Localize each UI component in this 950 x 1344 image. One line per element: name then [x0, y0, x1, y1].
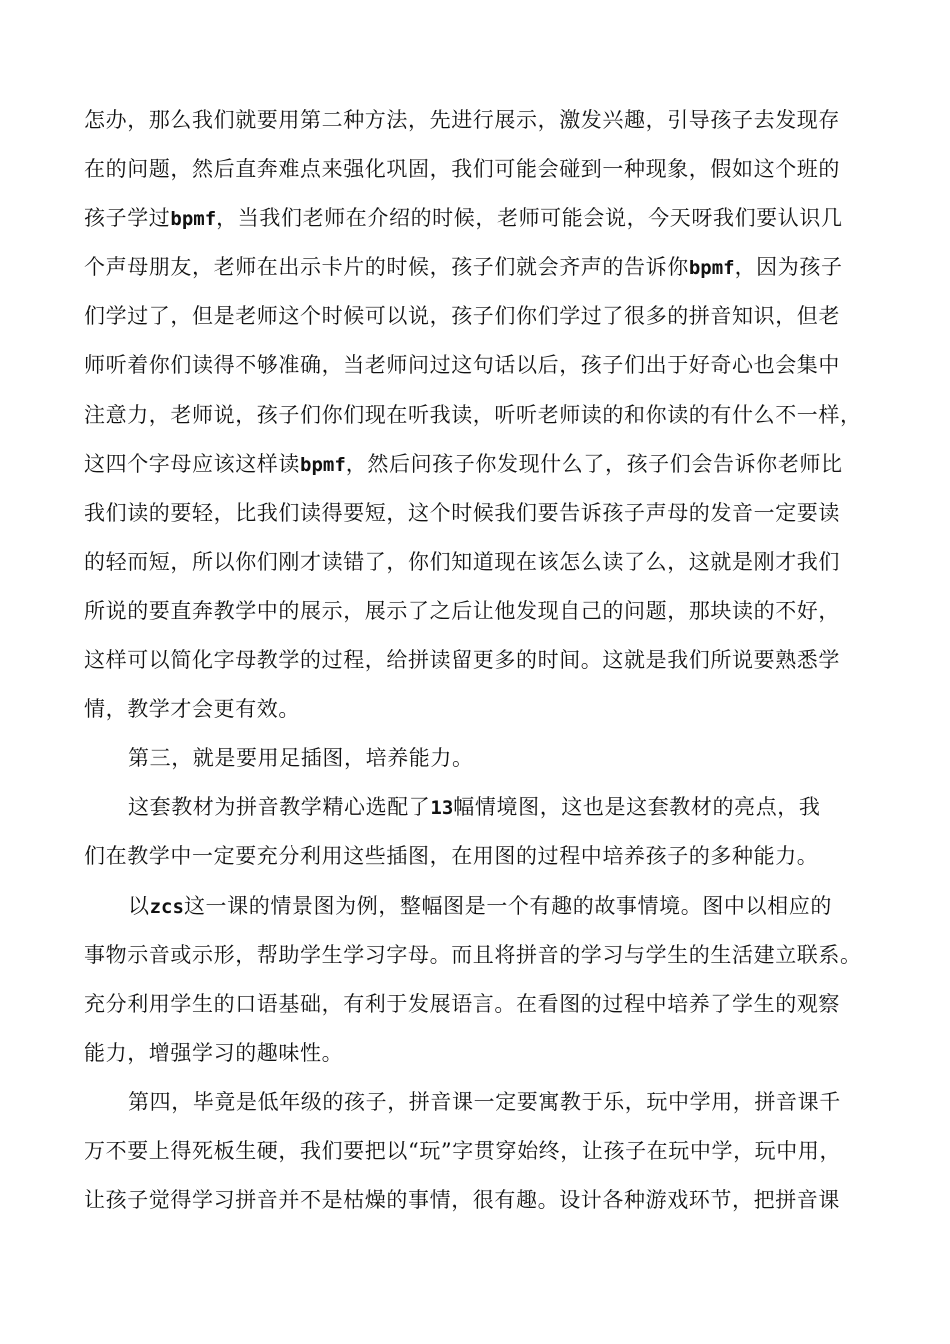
text-line: 们在教学中一定要充分利用这些插图，在用图的过程中培养孩子的多种能力。 — [84, 844, 819, 869]
text-line: 能力，增强学习的趣味性。 — [84, 1040, 344, 1065]
text-line: 万不要上得死板生硬，我们要把以“玩”字贯穿始终，让孩子在玩中学，玩中用， — [84, 1138, 842, 1163]
text-line: 孩子学过bpmf，当我们老师在介绍的时候，老师可能会说，今天呀我们要认识几 — [84, 206, 843, 231]
text-line: 个声母朋友，老师在出示卡片的时候，孩子们就会齐声的告诉你bpmf，因为孩子 — [84, 255, 843, 280]
text-line: 我们读的要轻，比我们读得要短，这个时候我们要告诉孩子声母的发音一定要读 — [84, 500, 840, 525]
text-line: 充分利用学生的口语基础，有利于发展语言。在看图的过程中培养了学生的观察 — [84, 991, 840, 1016]
text-line: 情，教学才会更有效。 — [84, 697, 300, 722]
text-line: 的轻而短，所以你们刚才读错了，你们知道现在该怎么读了么，这就是刚才我们 — [84, 549, 840, 574]
text-line: 们学过了，但是老师这个时候可以说，孩子们你们学过了很多的拼音知识，但老 — [84, 304, 840, 329]
text-line: 所说的要直奔教学中的展示，展示了之后让他发现自己的问题，那块读的不好， — [84, 598, 840, 623]
text-line: 在的问题，然后直奔难点来强化巩固，我们可能会碰到一种现象，假如这个班的 — [84, 157, 840, 182]
text-line: 以zcs这一课的情景图为例，整幅图是一个有趣的故事情境。图中以相应的 — [128, 893, 832, 918]
text-line: 这样可以简化字母教学的过程，给拼读留更多的时间。这就是我们所说要熟悉学 — [84, 648, 840, 673]
text-line: 第四，毕竟是低年级的孩子，拼音课一定要寓教于乐，玩中学用，拼音课千 — [128, 1089, 841, 1114]
text-line: 师听着你们读得不够准确，当老师问过这句话以后，孩子们出于好奇心也会集中 — [84, 353, 840, 378]
text-line: 这四个字母应该这样读bpmf，然后问孩子你发现什么了，孩子们会告诉你老师比 — [84, 451, 843, 476]
text-line: 怎办，那么我们就要用第二种方法，先进行展示，激发兴趣，引导孩子去发现存 — [84, 108, 840, 132]
text-line: 第三，就是要用足插图，培养能力。 — [128, 746, 474, 771]
text-line: 注意力，老师说，孩子们你们现在听我读，听听老师读的和你读的有什么不一样， — [84, 402, 862, 427]
text-line: 让孩子觉得学习拼音并不是枯燥的事情，很有趣。设计各种游戏环节，把拼音课 — [84, 1188, 840, 1213]
body-text — [84, 96, 872, 1225]
text-line: 事物示音或示形，帮助学生学习字母。而且将拼音的学习与学生的生活建立联系。 — [84, 942, 862, 967]
text-line: 这套教材为拼音教学精心选配了13幅情境图，这也是这套教材的亮点，我 — [128, 795, 821, 820]
